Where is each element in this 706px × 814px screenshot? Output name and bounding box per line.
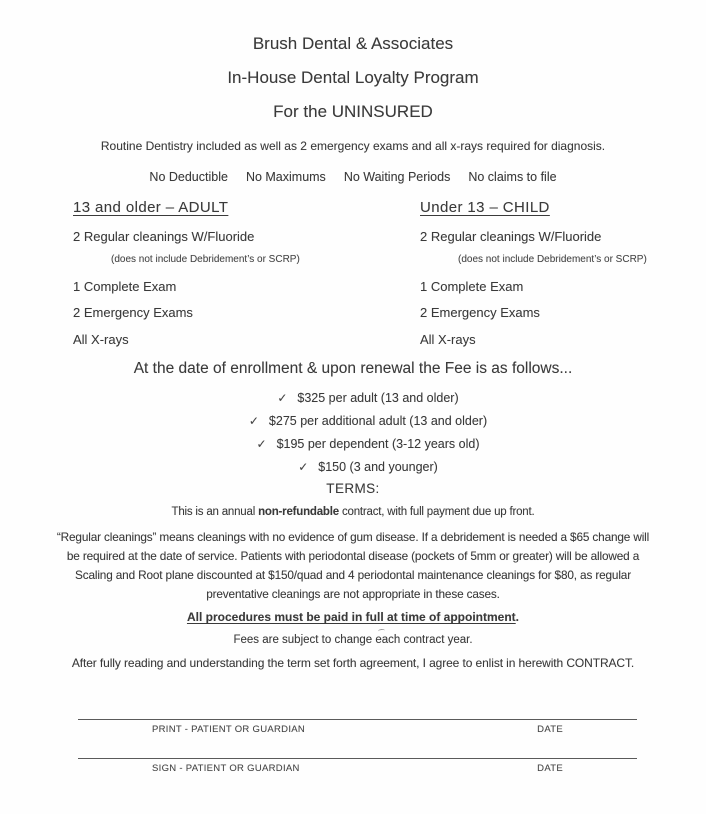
adult-plan-item-exam: 1 Complete Exam [73, 279, 177, 294]
child-plan-column [420, 198, 703, 349]
sign-patient-label: SIGN - PATIENT OR GUARDIAN [152, 763, 300, 774]
fee-item-adult [15, 388, 706, 408]
plan-columns [0, 198, 706, 349]
terms-paragraph: “Regular cleanings” means cleanings with no evidence of gum disease. If a debridement is needed a $65 change will be required at the date of service. Patients with periodontal disease (pockets of 5mm or greater) will be allowed a Scaling and Root plane discounted at $150/quad and 4 periodontal maintenance cleanings for $80, as regular preventative cleanings are not appropriate in these cases. [56, 530, 650, 601]
benefits-line [0, 168, 706, 186]
benefit-no-claims: No claims to file [468, 170, 557, 184]
audience-line: For the UNINSURED [273, 102, 433, 121]
child-plan-item-xrays: All X-rays [420, 332, 476, 347]
fee-item-text: $325 per adult (13 and older) [297, 391, 459, 405]
adult-plan-column [73, 198, 356, 349]
adult-plan-item-cleanings: 2 Regular cleanings W/Fluoride [73, 229, 255, 244]
annual-prefix: This is an annual [171, 506, 259, 518]
date-label: DATE [537, 763, 563, 774]
adult-plan-note: (does not include Debridement’s or SCRP) [111, 254, 300, 265]
benefit-no-maximums: No Maximums [245, 170, 326, 184]
sign-signature-labels [78, 759, 637, 775]
child-plan-item-exam: 1 Complete Exam [420, 279, 524, 294]
intro-sentence: Routine Dentistry included as well as 2 emergency exams and all x-rays required for diagnosis. [100, 139, 606, 153]
fees-change-line: Fees are subject to change each contract year. [233, 634, 473, 646]
document-header [0, 0, 706, 123]
child-plan-item-cleanings: 2 Regular cleanings W/Fluoride [420, 229, 602, 244]
fee-item-text: $150 (3 and younger) [318, 460, 438, 474]
signature-block [78, 719, 637, 775]
fee-item-text: $275 per additional adult (13 and older) [268, 414, 488, 428]
adult-plan-item-emergency: 2 Emergency Exams [73, 305, 193, 320]
fee-item-text: $195 per dependent (3-12 years old) [276, 437, 480, 451]
checkmark-icon: ✓ [248, 414, 259, 428]
fee-section-heading: At the date of enrollment & upon renewal the Fee is as follows... [133, 360, 573, 377]
child-plan-heading: Under 13 – CHILD [420, 199, 550, 216]
annual-suffix: contract, with full payment due up front. [338, 506, 535, 518]
sign-signature-line [78, 758, 637, 775]
checkmark-icon: ✓ [256, 437, 267, 451]
fee-item-additional-adult [15, 411, 706, 431]
child-plan-note: (does not include Debridement’s or SCRP) [458, 254, 647, 265]
print-signature-line [78, 719, 637, 736]
fee-list [15, 388, 706, 477]
paid-in-full-line [0, 608, 706, 626]
annual-contract-line [0, 503, 706, 521]
practice-name: Brush Dental & Associates [252, 34, 454, 53]
checkmark-icon: ✓ [298, 460, 309, 474]
paid-in-full-text: All procedures must be paid in full at time of appointment [186, 610, 516, 624]
checkmark-icon: ✓ [277, 391, 288, 405]
program-name: In-House Dental Loyalty Program [227, 68, 479, 87]
fee-item-dependent [15, 434, 706, 454]
print-signature-labels [78, 720, 637, 736]
paid-in-full-period: . [515, 610, 520, 624]
date-label: DATE [537, 724, 563, 735]
benefit-no-deductible: No Deductible [149, 170, 228, 184]
adult-plan-item-xrays: All X-rays [73, 332, 129, 347]
fee-item-younger [15, 457, 706, 477]
terms-heading: TERMS: [326, 481, 380, 496]
benefit-no-waiting-periods: No Waiting Periods [343, 170, 451, 184]
agreement-line: After fully reading and understanding the term set forth agreement, I agree to enlist in herewith CONTRACT. [71, 656, 635, 670]
non-refundable-emphasis: non-refundable [258, 506, 339, 518]
adult-plan-heading: 13 and older – ADULT [73, 199, 229, 216]
print-patient-label: PRINT - PATIENT OR GUARDIAN [152, 724, 306, 735]
child-plan-item-emergency: 2 Emergency Exams [420, 305, 540, 320]
